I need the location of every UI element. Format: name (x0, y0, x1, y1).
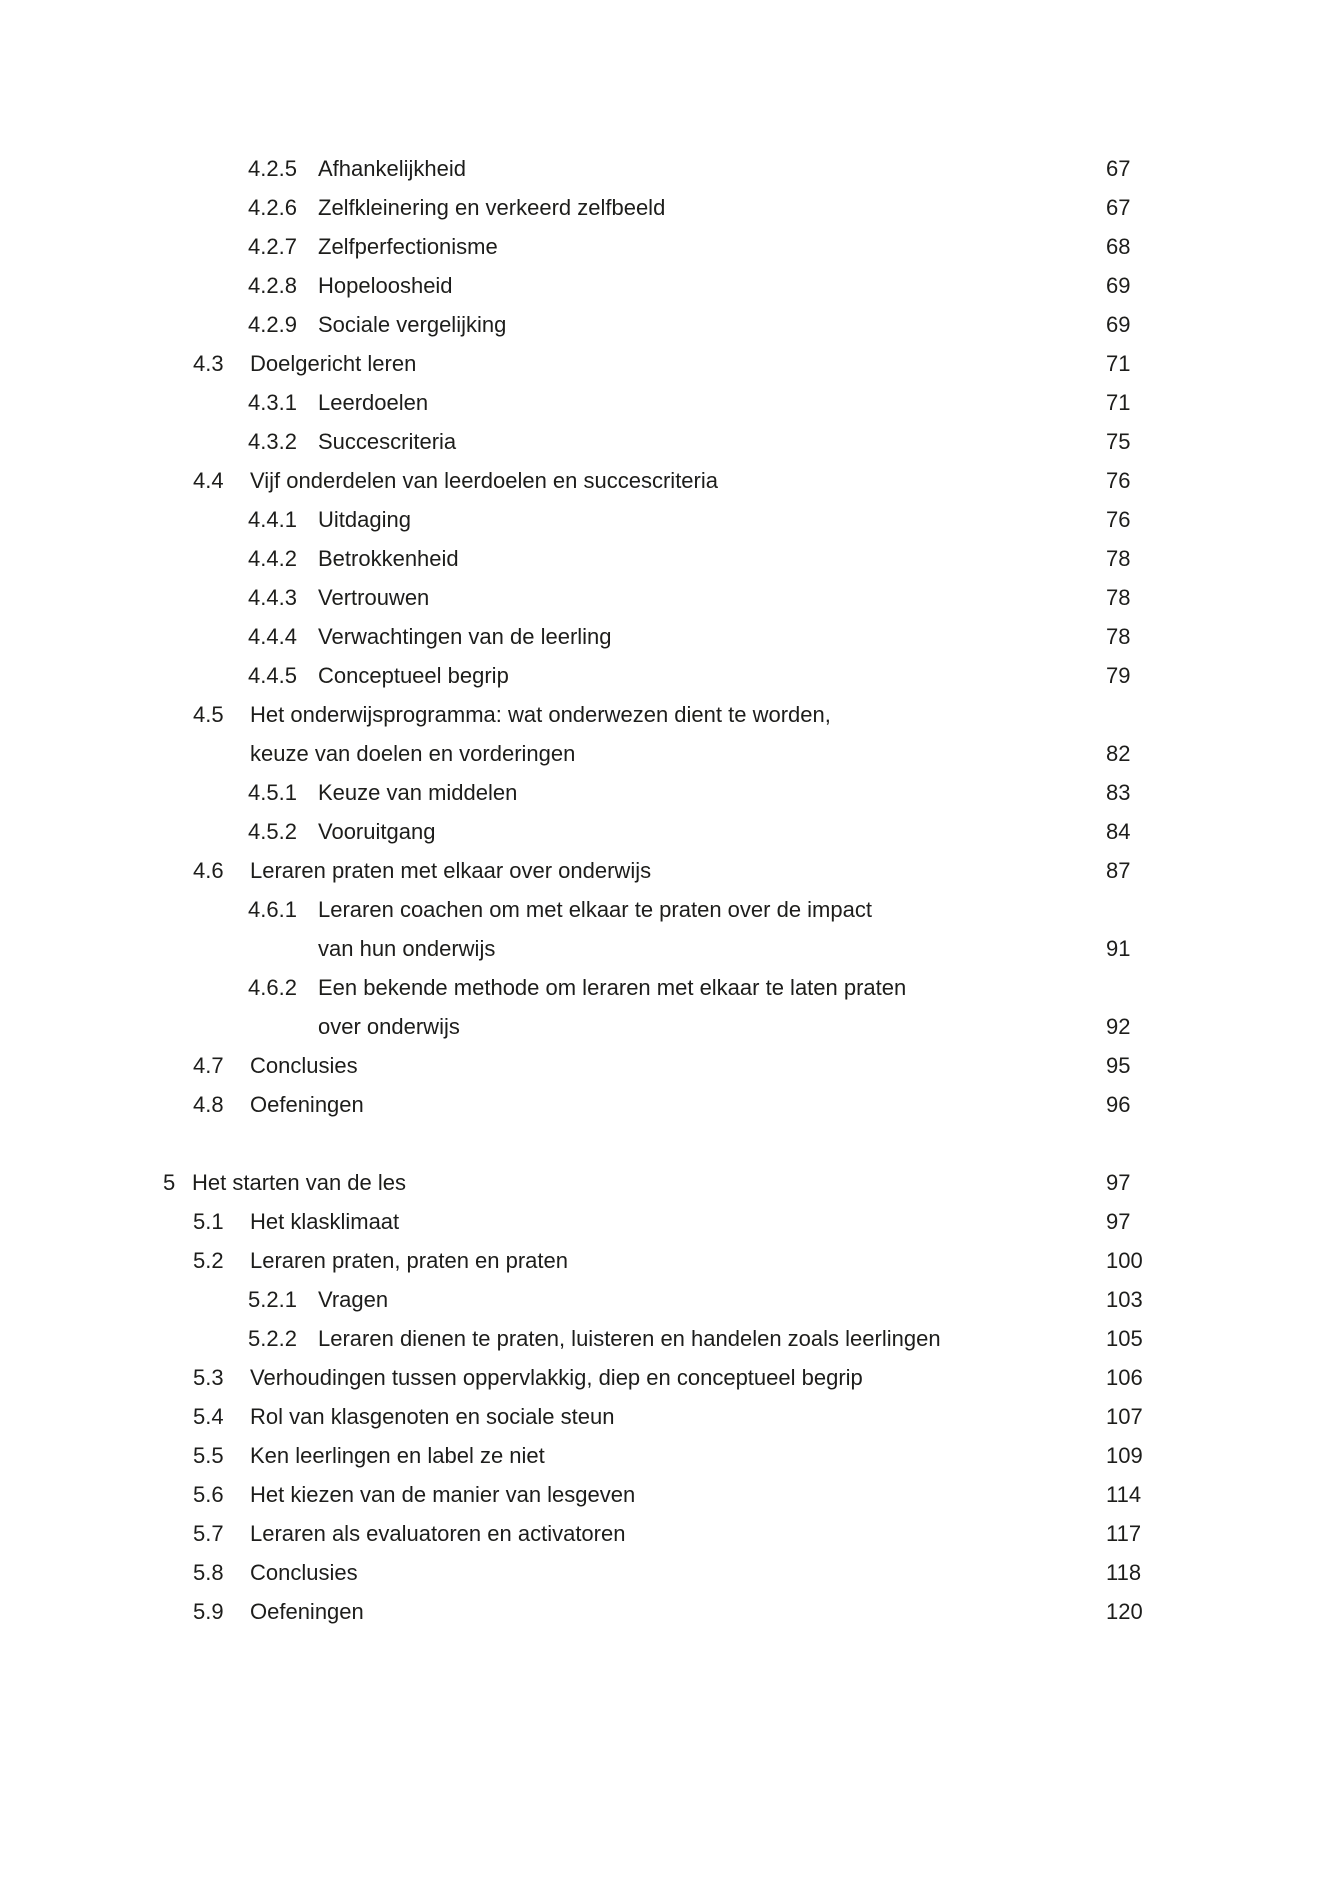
toc-entry-title: Keuze van middelen (318, 780, 518, 805)
toc-entry-page-number: 67 (1106, 195, 1131, 220)
toc-entry-page-number: 78 (1106, 585, 1131, 610)
toc-entry-number: 4.4.3 (248, 585, 297, 610)
toc-entry-title: Succescriteria (318, 429, 457, 454)
toc-entry-title: Leraren coachen om met elkaar te praten over de impact (318, 897, 872, 922)
toc-entry-number: 5.2.1 (248, 1287, 297, 1312)
table-of-contents (0, 149, 1343, 1631)
toc-entry-number: 4.3.1 (248, 390, 297, 415)
toc-row (0, 149, 1343, 188)
toc-entry-page-number: 78 (1106, 624, 1131, 649)
toc-entry-number: 4.2.5 (248, 156, 297, 181)
toc-entry-page-number: 76 (1106, 468, 1131, 493)
toc-entry-number: 4.3 (193, 351, 224, 376)
toc-row (0, 188, 1343, 227)
toc-entry-number: 4.6.2 (248, 975, 297, 1000)
toc-row (0, 1475, 1343, 1514)
toc-row (0, 578, 1343, 617)
toc-entry-number: 5.6 (193, 1482, 224, 1507)
toc-entry-number: 4.5 (193, 702, 224, 727)
toc-entry-title: van hun onderwijs (318, 936, 496, 961)
toc-entry-title: Leraren praten, praten en praten (250, 1248, 569, 1273)
toc-entry-number: 5.9 (193, 1599, 224, 1624)
toc-entry-number: 5.8 (193, 1560, 224, 1585)
toc-entry-title: Conclusies (250, 1053, 358, 1078)
toc-entry-title: keuze van doelen en vorderingen (250, 741, 576, 766)
toc-entry-title: over onderwijs (318, 1014, 460, 1039)
toc-row (0, 851, 1343, 890)
toc-entry-page-number: 67 (1106, 156, 1131, 181)
toc-row (0, 1514, 1343, 1553)
toc-entry-title: Hopeloosheid (318, 273, 453, 298)
toc-row (0, 1553, 1343, 1592)
toc-entry-number: 5.7 (193, 1521, 224, 1546)
toc-row (0, 1358, 1343, 1397)
toc-entry-number: 4.4.2 (248, 546, 297, 571)
toc-entry-title: Vijf onderdelen van leerdoelen en succescriteria (250, 468, 718, 493)
toc-entry-title: Betrokkenheid (318, 546, 459, 571)
toc-row (0, 383, 1343, 422)
toc-entry-number: 4.7 (193, 1053, 224, 1078)
toc-entry-page-number: 78 (1106, 546, 1131, 571)
toc-entry-title: Verhoudingen tussen oppervlakkig, diep en conceptueel begrip (250, 1365, 863, 1390)
toc-entry-page-number: 118 (1106, 1560, 1142, 1585)
toc-entry-title: Ken leerlingen en label ze niet (250, 1443, 545, 1468)
toc-entry-page-number: 91 (1106, 936, 1131, 961)
toc-row (0, 1163, 1343, 1202)
toc-row (0, 617, 1343, 656)
toc-entry-page-number: 84 (1106, 819, 1131, 844)
toc-row (0, 1397, 1343, 1436)
toc-row (0, 266, 1343, 305)
toc-entry-number: 4.2.8 (248, 273, 297, 298)
toc-entry-page-number: 109 (1106, 1443, 1143, 1468)
toc-entry-page-number: 75 (1106, 429, 1131, 454)
toc-row (0, 773, 1343, 812)
toc-entry-page-number: 97 (1106, 1170, 1131, 1195)
toc-row (0, 1241, 1343, 1280)
toc-entry-title: Leraren dienen te praten, luisteren en handelen zoals leerlingen (318, 1326, 941, 1351)
toc-row (0, 227, 1343, 266)
toc-entry-title: Een bekende methode om leraren met elkaar te laten praten (318, 975, 907, 1000)
toc-entry-number: 5.3 (193, 1365, 224, 1390)
toc-entry-number: 4.2.9 (248, 312, 297, 337)
toc-entry-page-number: 69 (1106, 312, 1131, 337)
toc-row (0, 1280, 1343, 1319)
toc-row (0, 1592, 1343, 1631)
toc-row (0, 1319, 1343, 1358)
toc-row (0, 1007, 1343, 1046)
toc-row (0, 422, 1343, 461)
toc-row (0, 734, 1343, 773)
toc-entry-page-number: 69 (1106, 273, 1131, 298)
toc-row (0, 968, 1343, 1007)
toc-entry-number: 5.1 (193, 1209, 224, 1234)
toc-entry-title: Vooruitgang (318, 819, 436, 844)
toc-entry-number: 4.3.2 (248, 429, 297, 454)
toc-entry-page-number: 92 (1106, 1014, 1131, 1039)
toc-entry-page-number: 117 (1106, 1521, 1142, 1546)
toc-entry-title: Rol van klasgenoten en sociale steun (250, 1404, 615, 1429)
toc-entry-title: Het onderwijsprogramma: wat onderwezen dient te worden, (250, 702, 831, 727)
toc-entry-page-number: 105 (1106, 1326, 1143, 1351)
toc-row (0, 1046, 1343, 1085)
toc-row (0, 695, 1343, 734)
toc-row (0, 305, 1343, 344)
toc-entry-page-number: 100 (1106, 1248, 1143, 1273)
toc-row (0, 890, 1343, 929)
toc-entry-page-number: 68 (1106, 234, 1131, 259)
toc-row (0, 656, 1343, 695)
toc-entry-number: 5 (163, 1170, 176, 1195)
toc-entry-page-number: 114 (1106, 1482, 1142, 1507)
toc-entry-title: Leraren als evaluatoren en activatoren (250, 1521, 626, 1546)
toc-entry-number: 5.2.2 (248, 1326, 297, 1351)
toc-row (0, 500, 1343, 539)
toc-entry-title: Verwachtingen van de leerling (318, 624, 612, 649)
toc-row (0, 1085, 1343, 1124)
toc-entry-title: Oefeningen (250, 1092, 364, 1117)
toc-entry-page-number: 87 (1106, 858, 1131, 883)
toc-entry-title: Het starten van de les (192, 1170, 407, 1195)
toc-row (0, 1436, 1343, 1475)
toc-entry-page-number: 83 (1106, 780, 1131, 805)
toc-entry-page-number: 71 (1106, 351, 1131, 376)
toc-entry-title: Leraren praten met elkaar over onderwijs (250, 858, 652, 883)
toc-entry-title: Sociale vergelijking (318, 312, 507, 337)
toc-entry-page-number: 95 (1106, 1053, 1131, 1078)
toc-entry-page-number: 120 (1106, 1599, 1143, 1624)
toc-entry-page-number: 76 (1106, 507, 1131, 532)
toc-entry-number: 5.5 (193, 1443, 224, 1468)
toc-entry-title: Uitdaging (318, 507, 411, 532)
toc-row (0, 1202, 1343, 1241)
toc-entry-page-number: 96 (1106, 1092, 1131, 1117)
toc-entry-page-number: 82 (1106, 741, 1131, 766)
toc-entry-number: 5.2 (193, 1248, 224, 1273)
toc-entry-page-number: 103 (1106, 1287, 1143, 1312)
toc-row (0, 461, 1343, 500)
toc-entry-page-number: 97 (1106, 1209, 1131, 1234)
toc-entry-number: 4.4.4 (248, 624, 297, 649)
toc-entry-title: Het klasklimaat (250, 1209, 400, 1234)
toc-entry-page-number: 71 (1106, 390, 1131, 415)
toc-entry-number: 4.6.1 (248, 897, 297, 922)
toc-entry-title: Conclusies (250, 1560, 358, 1585)
toc-entry-title: Afhankelijkheid (318, 156, 466, 181)
toc-row (0, 344, 1343, 383)
toc-entry-title: Conceptueel begrip (318, 663, 509, 688)
toc-entry-title: Het kiezen van de manier van lesgeven (250, 1482, 636, 1507)
toc-entry-number: 4.4.1 (248, 507, 297, 532)
toc-row (0, 539, 1343, 578)
toc-entry-number: 4.6 (193, 858, 224, 883)
toc-entry-number: 4.5.1 (248, 780, 297, 805)
toc-entry-page-number: 107 (1106, 1404, 1143, 1429)
toc-entry-title: Zelfkleinering en verkeerd zelfbeeld (318, 195, 666, 220)
toc-entry-number: 4.4.5 (248, 663, 297, 688)
toc-entry-title: Leerdoelen (318, 390, 429, 415)
toc-entry-number: 4.8 (193, 1092, 224, 1117)
toc-entry-page-number: 79 (1106, 663, 1131, 688)
toc-entry-title: Oefeningen (250, 1599, 364, 1624)
toc-entry-title: Doelgericht leren (250, 351, 417, 376)
toc-entry-page-number: 106 (1106, 1365, 1143, 1390)
toc-entry-title: Zelfperfectionisme (318, 234, 498, 259)
toc-entry-number: 4.2.6 (248, 195, 297, 220)
toc-row (0, 929, 1343, 968)
toc-entry-number: 5.4 (193, 1404, 224, 1429)
toc-entry-number: 4.2.7 (248, 234, 297, 259)
toc-entry-number: 4.4 (193, 468, 224, 493)
toc-entry-number: 4.5.2 (248, 819, 297, 844)
toc-entry-title: Vertrouwen (318, 585, 430, 610)
toc-entry-title: Vragen (318, 1287, 389, 1312)
toc-row (0, 812, 1343, 851)
